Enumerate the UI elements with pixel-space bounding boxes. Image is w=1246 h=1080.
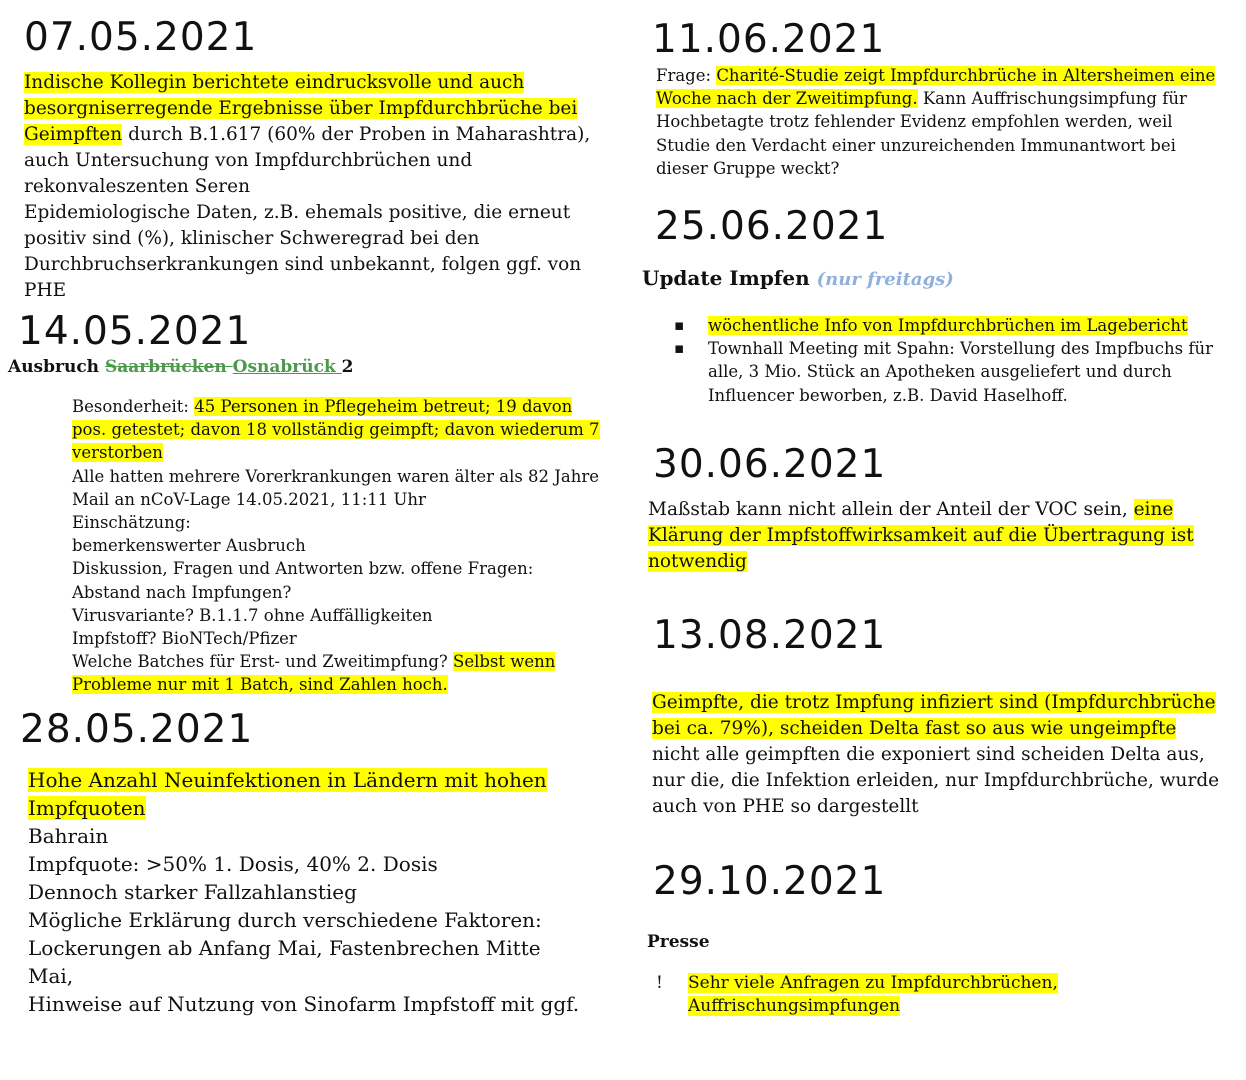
body-text: nicht alle geimpften die exponiert sind scheiden Delta aus, nur die, die Infektion erleiden, nur Impfdurchbrüche, wurde auch von PHE so dargestellt [652,744,1220,817]
highlighted-text: Charité-Studie zeigt Impfdurchbrüche in Altersheimen eine Woche nach der Zweitimpfung. [656,66,1216,109]
label-text: Frage: [656,66,717,85]
date-heading: 25.06.2021 [655,204,889,249]
highlighted-text: Selbst wenn Probleme nur mit 1 Batch, sind Zahlen hoch. [72,652,556,695]
section-heading [642,264,954,294]
text-line: Virusvariante? B.1.1.7 ohne Auffälligkeiten [72,605,433,625]
paragraph [72,395,602,465]
note-block [656,64,1226,180]
label-text: Besonderheit: [72,397,195,416]
text-line: Lockerungen ab Anfang Mai, Fastenbrechen Mitte Mai, [28,936,541,988]
text-line: Dennoch starker Fallzahlanstieg [28,880,357,904]
text-line: Impfquote: >50% 1. Dosis, 40% 2. Dosis [28,852,438,876]
inserted-text: Osnabrück [232,357,342,377]
text-line: Abstand nach Impfungen? [72,582,292,602]
bullet-list [656,972,1076,1018]
text-line: Mögliche Erklärung durch verschiedene Faktoren: [28,908,542,932]
date-heading: 07.05.2021 [24,15,258,60]
paragraph [28,766,588,822]
heading-text: 2 [341,357,354,377]
highlighted-text: Indische Kollegin berichtete eindrucksvolle und auch besorgniserregende Ergebnisse über Impfdurchbrüche bei Geimpften [24,72,578,145]
highlighted-text: 45 Personen in Pflegeheim betreut; 19 davon pos. getestet; davon 18 vollständig geimpft; davon wiederum 7 verstorben [72,397,600,463]
list-item [674,314,1224,337]
text-line: Mail an nCoV-Lage 14.05.2021, 11:11 Uhr [72,489,426,509]
text-line: Hinweise auf Nutzung von Sinofarm Impfstoff mit ggf. [28,992,580,1016]
text-line: bemerkenswerter Ausbruch [72,536,306,556]
text-line: Einschätzung: [72,513,191,533]
bullet-list [674,314,1224,407]
body-text: Kann Auffrischungsimpfung für Hochbetagte trotz fehlender Evidenz empfohlen werden, weil Studie den Verdacht einer unzureichenden Immunantwort bei dieser Gruppe weckt? [656,89,1187,178]
highlighted-text: wöchentliche Info von Impfdurchbrüchen im Lagebericht [708,316,1188,335]
heading-text: Update Impfen [642,266,817,290]
paragraph [72,650,602,696]
section-heading: Presse [647,932,710,952]
paragraph: Epidemiologische Daten, z.B. ehemals positive, die erneut positiv sind (%), klinischer Schweregrad bei den Durchbruchserkrankungen sind unbekannt, folgen ggf. von PHE [24,202,582,301]
highlighted-text: Sehr viele Anfragen zu Impfdurchbrüchen, Auffrischungsimpfungen [688,973,1058,1016]
date-heading: 28.05.2021 [20,707,254,752]
body-text: Welche Batches für Erst- und Zweitimpfung? [72,652,454,672]
note-block [648,497,1218,575]
text-line: Bahrain [28,824,109,848]
date-heading: 29.10.2021 [653,859,887,904]
outbreak-heading [8,356,354,379]
note-block [652,690,1224,820]
struck-text: Saarbrücken [104,357,233,377]
paragraph [24,70,604,200]
text-line: Impfstoff? BioNTech/Pfizer [72,629,297,649]
list-item [656,972,1076,1018]
text-line: Diskussion, Fragen und Antworten bzw. offene Fragen: [72,559,534,579]
note-block [24,70,604,304]
body-text: Maßstab kann nicht allein der Anteil der VOC sein, [648,499,1134,520]
highlighted-text: eine Klärung der Impfstoffwirksamkeit auf die Übertragung ist notwendig [648,499,1194,572]
text-line: Alle hatten mehrere Vorerkrankungen waren älter als 82 Jahre [72,466,600,486]
list-item: ▪ Townhall Meeting mit Spahn: Vorstellung des Impfbuchs für alle, 3 Mio. Stück an Apotheken ausgeliefert und durch Influencer beworben, z.B. David Haselhoff. [674,337,1224,407]
highlighted-text: Hohe Anzahl Neuinfektionen in Ländern mit hohen Impfquoten [28,768,547,820]
date-heading: 11.06.2021 [652,17,886,62]
date-heading: 14.05.2021 [18,309,252,354]
heading-text: Ausbruch [8,357,105,377]
note-block [28,766,588,1018]
highlighted-text: Geimpfte, die trotz Impfung infiziert sind (Impfdurchbrüche bei ca. 79%), scheiden Delta fast so aus wie ungeimpfte [652,692,1216,739]
exclamation-icon: ! [656,973,663,993]
date-heading: 30.06.2021 [653,442,887,487]
note-block [72,395,602,697]
body-text: durch B.1.617 (60% der Proben in Maharashtra), auch Untersuchung von Impfdurchbrüchen und rekonvaleszenten Seren [24,124,591,197]
date-heading: 13.08.2021 [653,613,887,658]
heading-note: (nur freitags) [816,269,954,290]
